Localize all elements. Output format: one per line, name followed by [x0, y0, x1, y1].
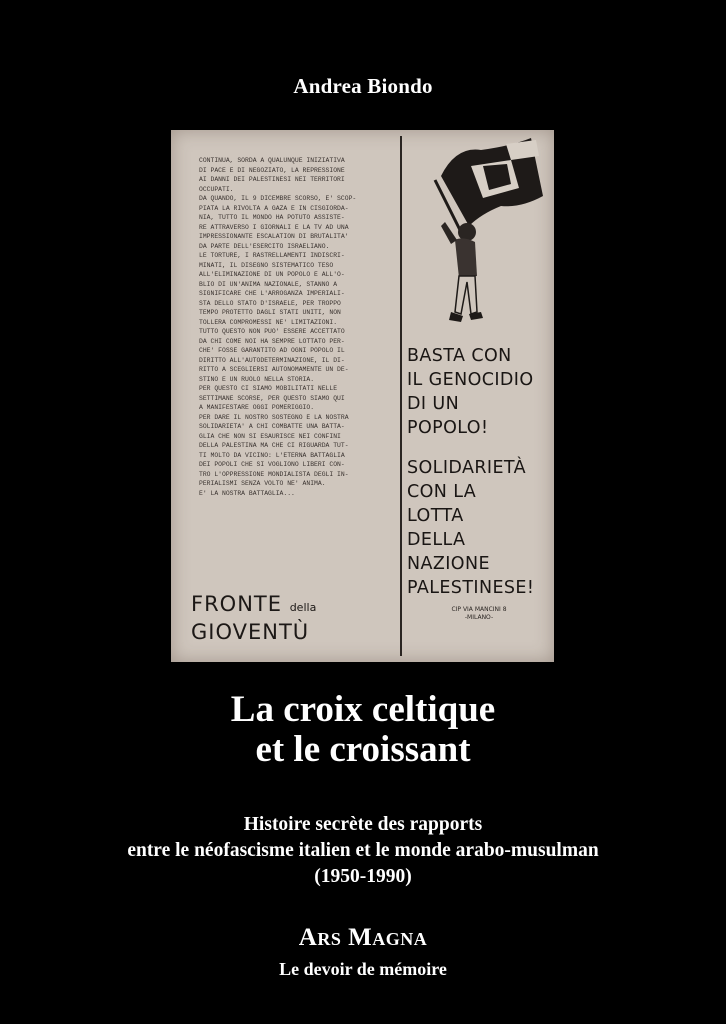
- leaflet-typed-text: CONTINUA, SORDA A QUALUNQUE INIZIATIVA DI PACE E DI NEGOZIATO, LA REPRESSIONE AI DANNI DEI PALESTINESI NEI TERRITORI OCCUPATI. DA QUANDO, IL 9 DICEMBRE SCORSO, E' SCOP- PIATA LA RIVOLTA A GAZA E IN CISGIORDA- NIA, TUTTO IL MONDO HA POTUTO ASSISTE- RE ATTRAVERSO I GIORNALI E LA TV AD UNA IMPRESSIONANTE ESCALATION DI BRUTALITA' DA PARTE DELL'ESERCITO ISRAELIANO. LE TORTURE, I RASTRELLAMENTI INDISCRI- MINATI, IL DISEGNO SISTEMATICO TESO ALL'ELIMINAZIONE DI UN POPOLO E ALL'O- BLIO DI UN'ANIMA NAZIONALE, STANNO A SIGNIFICARE CHE L'ARROGANZA IMPERIALI- STA DELLO STATO D'ISRAELE, PER TROPPO TEMPO PROTETTO DAGLI STATI UNITI, NON TOLLERA COMPROMESSI NE' LIMITAZIONI. TUTTO QUESTO NON PUO' ESSERE ACCETTATO DA CHI COME NOI HA SEMPRE LOTTATO PER- CHE' FOSSE GARANTITO AD OGNI POPOLO IL DIRITTO ALL'AUTODETERMINAZIONE, IL DI- RITTO A SCEGLIERSI AUTONOMAMENTE UN DE- STINO E UN RUOLO NELLA STORIA. PER QUESTO CI SIAMO MOBILITATI NELLE SETTIMANE SCORSE, PER QUESTO SIAMO QUI A MANIFESTARE OGGI POMERIGGIO. PER DARE IL NOSTRO SOSTEGNO E LA NOSTRA SOLIDARIETA' A CHI COMBATTE UNA BATTA- GLIA CHE NON SI ESAURISCE NEI CONFINI DELLA PALESTINA MA CHE CI RIGUARDA TUT- TI MOLTO DA VICINO: L'ETERNA BATTAGLIA DEI POPOLI CHE SI VOGLIONO LIBERI CON- TRO L'OPPRESSIONE MONDIALISTA DEGLI IN- PERIALISMI SENZA VOLTO NE' ANIMA. E' LA NOSTRA BATTAGLIA...: [199, 157, 357, 497]
- slogan-basta: BASTA CON IL GENOCIDIO DI UN POPOLO!: [407, 346, 534, 438]
- slogan-solidarieta: SOLIDARIETÀ CON LA LOTTA DELLA NAZIONE PALESTINESE!: [407, 458, 535, 598]
- fronte-della: della: [289, 601, 317, 614]
- series-name: Le devoir de mémoire: [279, 959, 447, 979]
- leaflet-address: [419, 606, 539, 622]
- subtitle-line-2: entre le néofascisme italien et le monde arabo-musulman: [127, 840, 599, 861]
- title-line-2: et le croissant: [255, 729, 471, 770]
- title-line-1: La croix celtique: [230, 689, 496, 730]
- fronte-gioventu: GIOVENTÙ: [191, 620, 310, 644]
- book-subtitle: [0, 812, 726, 890]
- flag-bearer-drawing: [411, 136, 551, 336]
- subtitle-line-1: Histoire secrète des rapports: [243, 814, 483, 835]
- book-title: [0, 690, 726, 770]
- address-line-2: -MILANO-: [464, 614, 494, 621]
- cover-leaflet-image: [171, 130, 554, 662]
- address-line-1: CIP VIA MANCINI 8: [451, 606, 507, 613]
- leaflet-divider: [400, 136, 402, 656]
- publisher-name: Ars Magna: [298, 924, 428, 951]
- author-name: Andrea Biondo: [293, 74, 433, 98]
- subtitle-line-3: (1950-1990): [314, 866, 412, 887]
- fronte-della-gioventu-logo: [191, 592, 391, 645]
- fronte-word: FRONTE: [191, 592, 283, 616]
